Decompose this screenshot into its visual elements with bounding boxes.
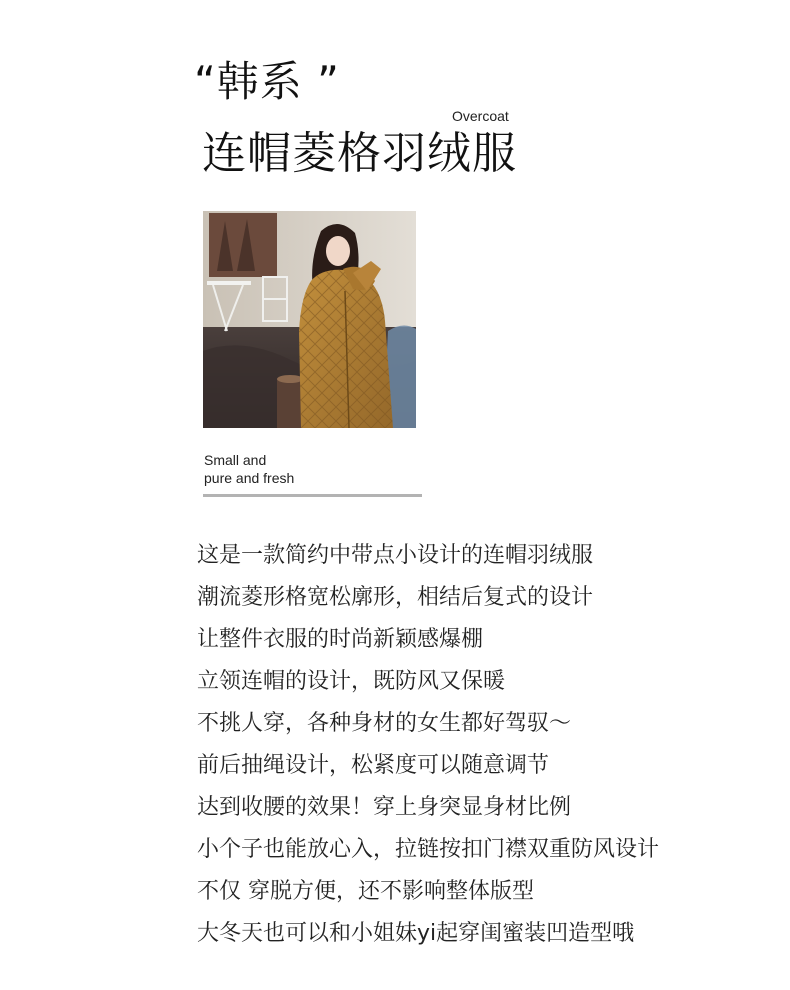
description-block [197, 535, 777, 955]
description-line: 这是一款简约中带点小设计的连帽羽绒服 [197, 543, 594, 568]
product-photo [203, 211, 416, 428]
description-line: 让整件衣服的时尚新颖感爆棚 [197, 627, 484, 652]
photo-caption [204, 451, 294, 487]
description-line: 潮流菱形格宽松廓形，相结后复式的设计 [197, 585, 594, 610]
description-line: 不仅 穿脱方便，还不影响整体版型 [197, 879, 534, 904]
heading-line-2: 连帽菱格羽绒服 [202, 128, 517, 179]
description-line: 大冬天也可以和小姐妹yi起穿闺蜜装凹造型哦 [197, 921, 635, 946]
caption-divider [203, 494, 422, 497]
english-subtitle: Overcoat [452, 108, 509, 124]
caption-line-2: pure and fresh [204, 470, 295, 486]
description-line: 小个子也能放心入，拉链按扣门襟双重防风设计 [197, 837, 660, 862]
description-line: 不挑人穿，各种身材的女生都好驾驭～ [197, 711, 572, 736]
description-line: 立领连帽的设计，既防风又保暖 [197, 669, 506, 694]
heading-line-1: “韩系 ” [194, 57, 340, 106]
caption-line-1: Small and [204, 452, 267, 468]
description-line: 前后抽绳设计，松紧度可以随意调节 [197, 753, 550, 778]
description-line: 达到收腰的效果！穿上身突显身材比例 [197, 795, 572, 820]
